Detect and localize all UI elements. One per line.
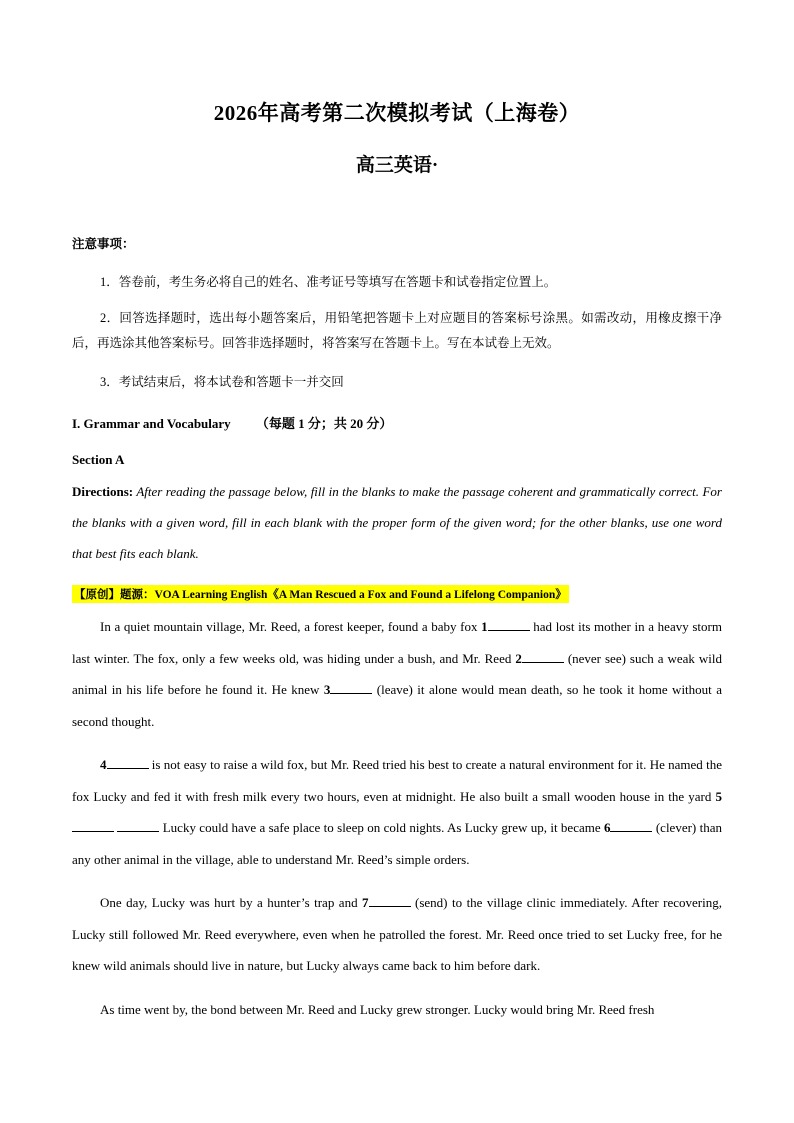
text-run: As time went by, the bond between Mr. Reed and Lucky grew stronger. Lucky would bring Mr. Reed fresh (100, 1002, 655, 1017)
blank-1[interactable] (488, 619, 530, 631)
blank-7[interactable] (369, 895, 411, 907)
directions-text: After reading the passage below, fill in the blanks to make the passage coherent and grammatically correct. For the blanks with a given word, fill in each blank with the proper form of the given word; for the other blanks, use one word that best fits each blank. (72, 484, 722, 561)
text-run: (never see) such a weak wild animal in his life before he found it. He knew (72, 650, 722, 697)
directions (72, 476, 722, 569)
notice-item-1: 1．答卷前，考生务必将自己的姓名、准考证号等填写在答题卡和试卷指定位置上。 (100, 275, 557, 289)
section-title: I. Grammar and Vocabulary (72, 416, 231, 431)
notice-heading: 注意事项： (72, 237, 135, 251)
blank-number-1: 1 (481, 619, 488, 634)
passage-paragraph-1 (72, 611, 722, 737)
blank-4[interactable] (107, 757, 149, 769)
notice-item-2: 2．回答选择题时，选出每小题答案后，用铅笔把答题卡上对应题目的答案标号涂黑。如需改动，用橡皮擦干净后，再选涂其他答案标号。回答非选择题时，将答案写在答题卡上。写在本试卷上无效。 (72, 311, 722, 350)
blank-number-4: 4 (100, 757, 107, 772)
page-subtitle: 高三英语· (355, 155, 439, 176)
blank-5a[interactable] (72, 820, 114, 832)
blank-5b[interactable] (117, 820, 159, 832)
passage-paragraph-2 (72, 749, 722, 875)
text-run: (send) to the village clinic immediately. After recovering, Lucky still followed Mr. Reed everywhere, even when he patrolled the forest. Mr. Reed once tried to set Lucky free, for he knew wild animals should live in nature, but Lucky always came back to him before dark. (72, 895, 722, 973)
text-run: is not easy to raise a wild fox, but Mr. Reed tried his best to create a natural environment for it. He named the fox Lucky and fed it with fresh milk every two hours, even at midnight. He also built a small wooden house in the yard (72, 757, 722, 804)
text-run: Lucky could have a safe place to sleep on cold nights. As Lucky grew up, it became (159, 820, 604, 835)
page-title: 2026年高考第二次模拟考试（上海卷） (213, 101, 581, 125)
section-points: （每题 1 分；共 20 分） (255, 416, 393, 431)
blank-number-5: 5 (715, 788, 722, 804)
blank-3[interactable] (330, 682, 372, 694)
section-heading (72, 413, 722, 432)
text-run: had lost its mother in a heavy storm last winter. The fox, only a few weeks old, was hiding under a bush, and Mr. Reed (72, 619, 722, 666)
blank-number-7: 7 (362, 895, 369, 910)
text-run: (leave) it alone would mean death, so he took it home without a second thought. (72, 682, 722, 729)
directions-label: Directions: (72, 484, 134, 499)
blank-number-3: 3 (323, 682, 331, 697)
text-run: (clever) than any other animal in the village, able to understand Mr. Reed’s simple orders. (72, 820, 723, 867)
passage-paragraph-3 (72, 887, 722, 982)
source-note: 【原创】题源：VOA Learning English《A Man Rescued a Fox and Found a Lifelong Companion》 (72, 585, 569, 603)
section-a-heading: Section A (72, 452, 125, 467)
notice-item-3: 3．考试结束后，将本试卷和答题卡一并交回 (100, 375, 344, 389)
blank-2[interactable] (522, 651, 564, 663)
passage-paragraph-4 (72, 994, 722, 1026)
blank-6[interactable] (610, 820, 652, 832)
blank-number-6: 6 (603, 820, 611, 835)
text-run: One day, Lucky was hurt by a hunter’s trap and (100, 895, 363, 910)
blank-number-2: 2 (515, 650, 522, 666)
text-run: In a quiet mountain village, Mr. Reed, a forest keeper, found a baby fox (100, 619, 482, 634)
